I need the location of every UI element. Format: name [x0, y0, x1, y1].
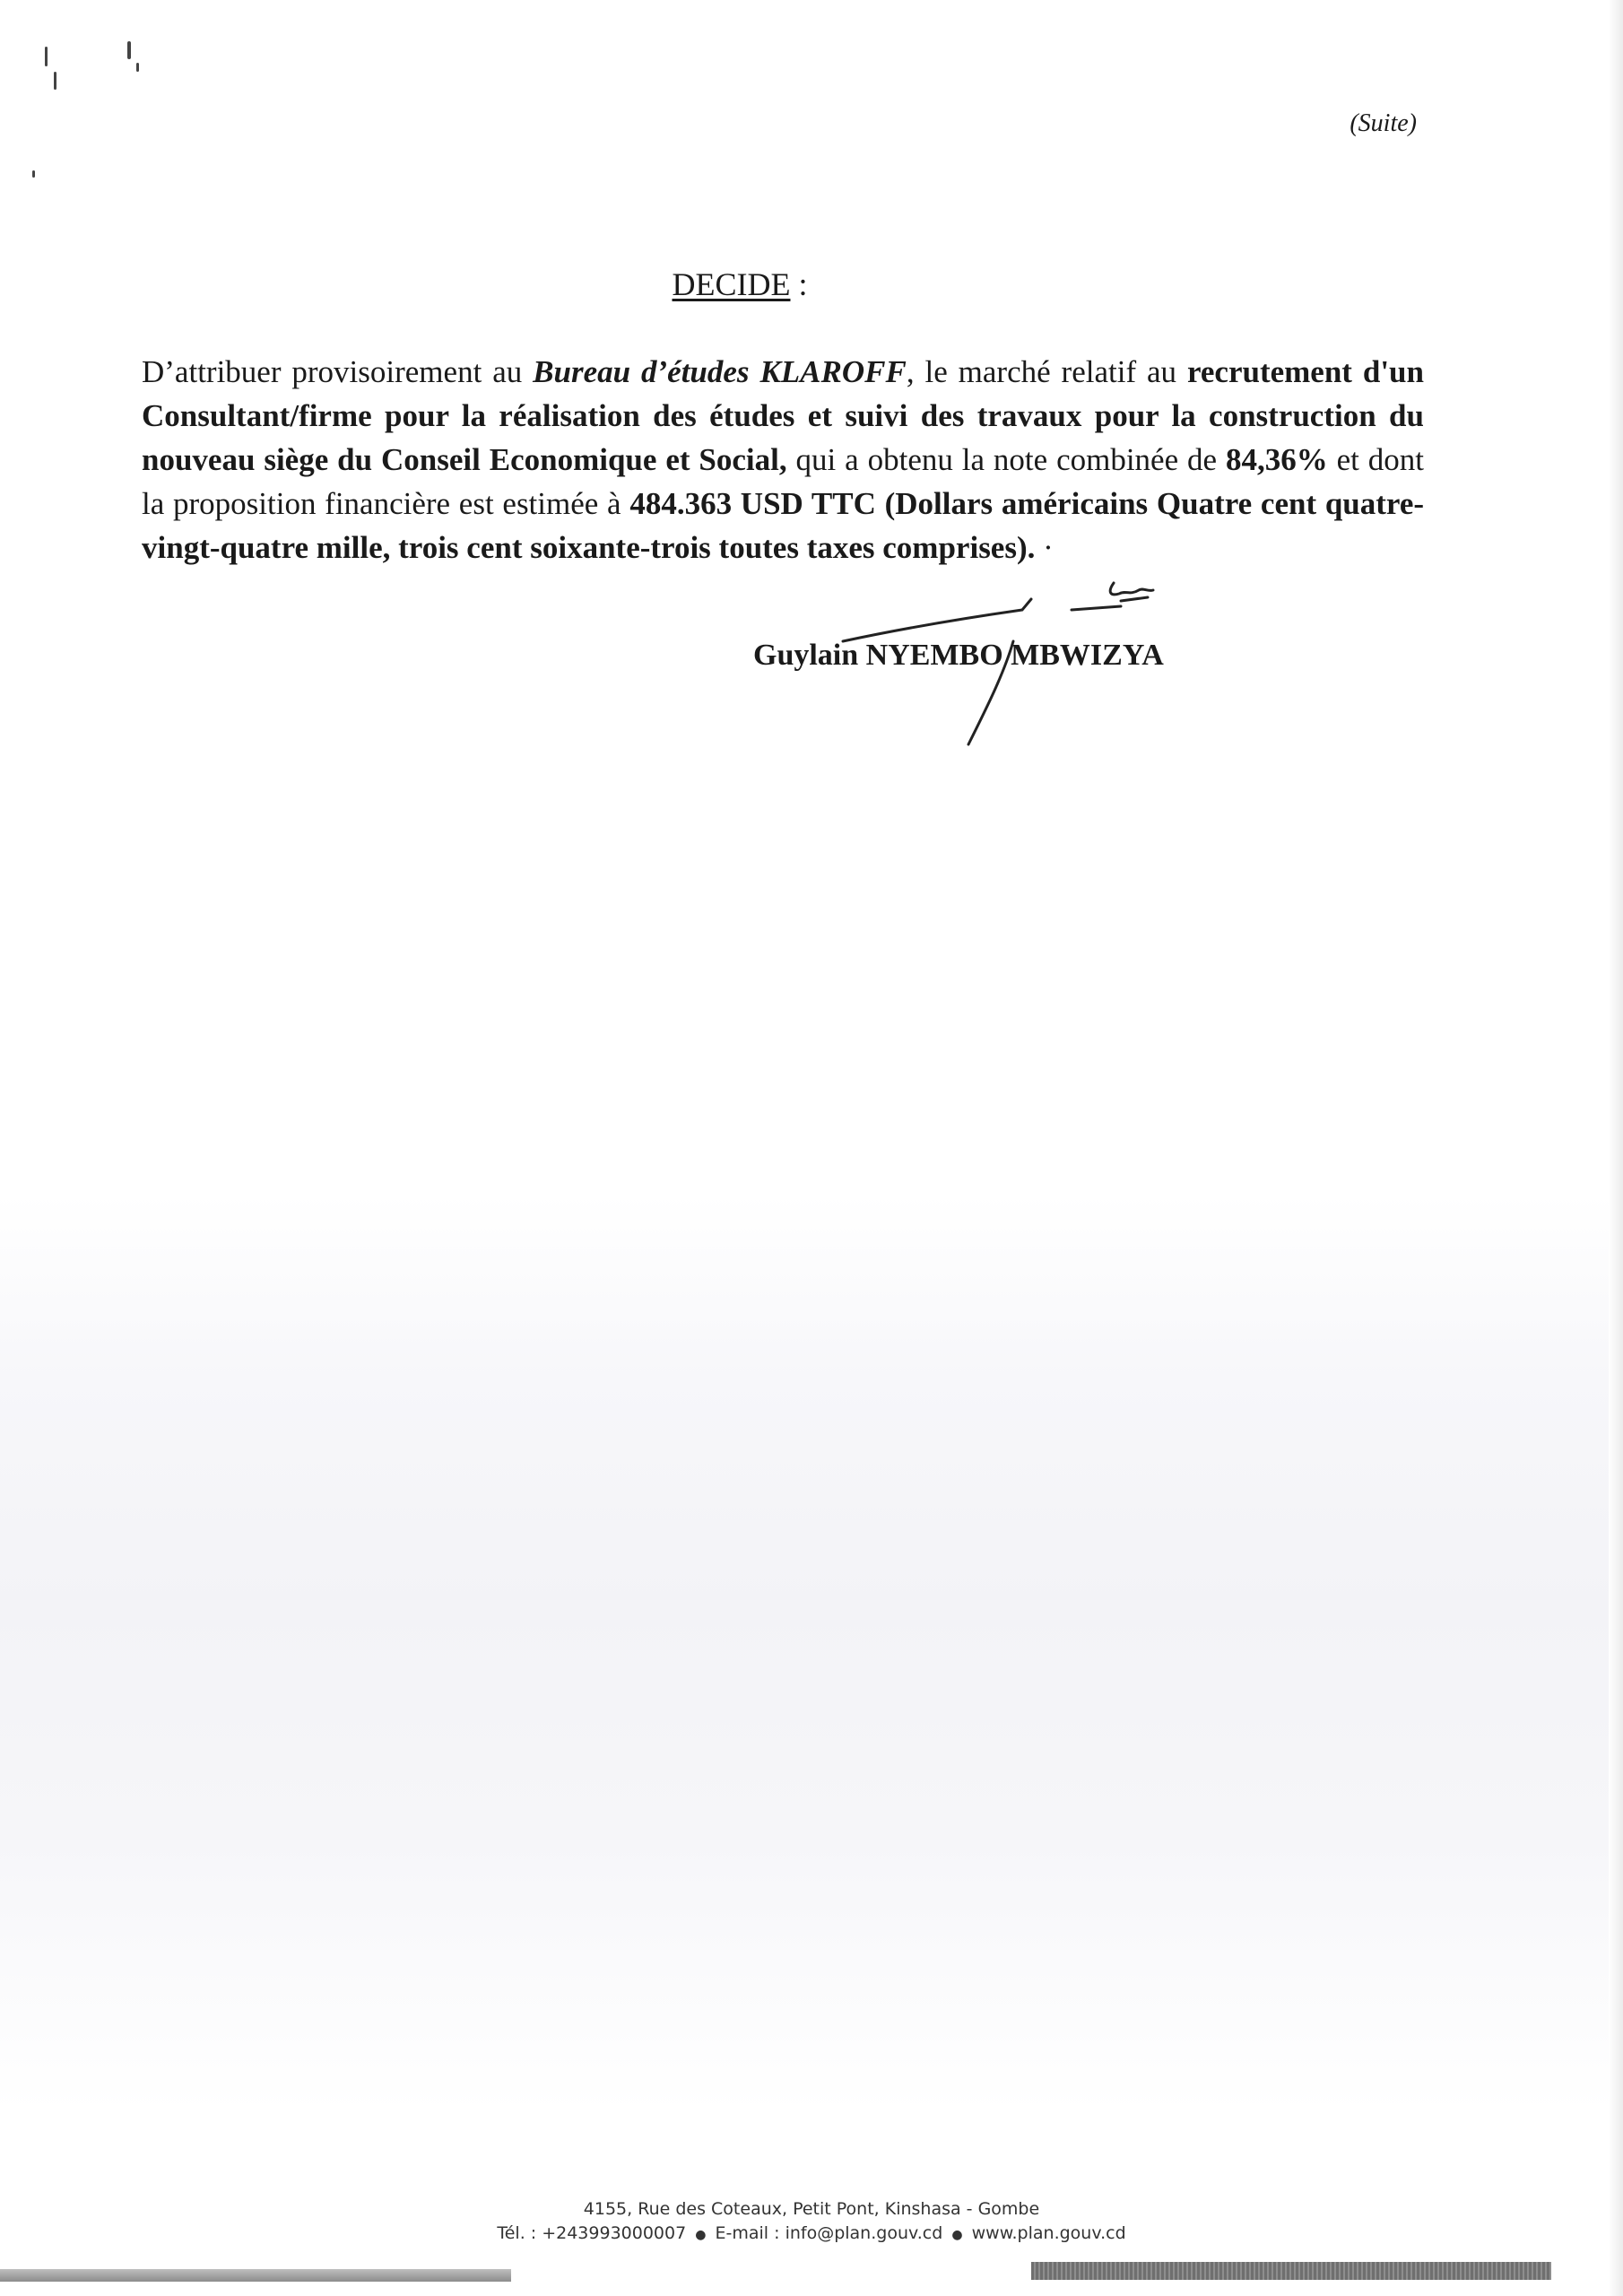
scan-speck — [32, 170, 35, 178]
paragraph-text: et dont la proposition financière est estimée à — [142, 442, 1425, 521]
decision-paragraph — [142, 350, 1424, 570]
paragraph-text: · — [1035, 530, 1054, 565]
contract-object: recrutement d'un Consultant/firme pour la réalisation des études et suivi des travaux pour la construction du nouveau siège du Conseil Economique et Social, — [142, 354, 1424, 477]
scan-speck — [45, 47, 48, 66]
scan-speck — [127, 41, 131, 59]
scan-speck — [54, 72, 56, 90]
footer-decorative-bar-left — [0, 2269, 511, 2282]
paragraph-text: , le marché relatif au — [906, 354, 1187, 389]
footer-phone: Tél. : +243993000007 — [497, 2223, 687, 2243]
footer-address: 4155, Rue des Coteaux, Petit Pont, Kinshasa - Gombe — [583, 2199, 1040, 2219]
footer — [0, 2197, 1623, 2248]
continuation-label: (Suite) — [1350, 109, 1417, 137]
combined-score: 84,36% — [1225, 442, 1328, 477]
paragraph-text: D’attribuer provisoirement au — [142, 354, 534, 389]
decision-heading — [0, 265, 1480, 303]
bullet-icon: ● — [951, 2228, 963, 2242]
decision-heading-word: DECIDE — [672, 266, 791, 302]
paragraph-text: qui a obtenu la note combinée de — [786, 442, 1226, 477]
handwritten-signature — [834, 574, 1228, 753]
scan-speck — [136, 63, 139, 72]
footer-contact — [0, 2222, 1623, 2248]
footer-decorative-bar-right — [1031, 2262, 1551, 2280]
bullet-icon: ● — [695, 2228, 707, 2242]
financial-amount: 484.363 USD TTC (Dollars américains Quatre cent quatre-vingt-quatre mille, trois cent soixante-trois toutes taxes comprises). — [142, 486, 1425, 565]
footer-email: E-mail : info@plan.gouv.cd — [715, 2223, 943, 2243]
decision-heading-colon: : — [790, 266, 808, 302]
signatory-name: Guylain NYEMBO MBWIZYA — [753, 639, 1164, 672]
scan-edge — [1609, 0, 1623, 2296]
bureau-name: Bureau d’études KLAROFF — [533, 354, 907, 389]
footer-website: www.plan.gouv.cd — [971, 2223, 1126, 2243]
